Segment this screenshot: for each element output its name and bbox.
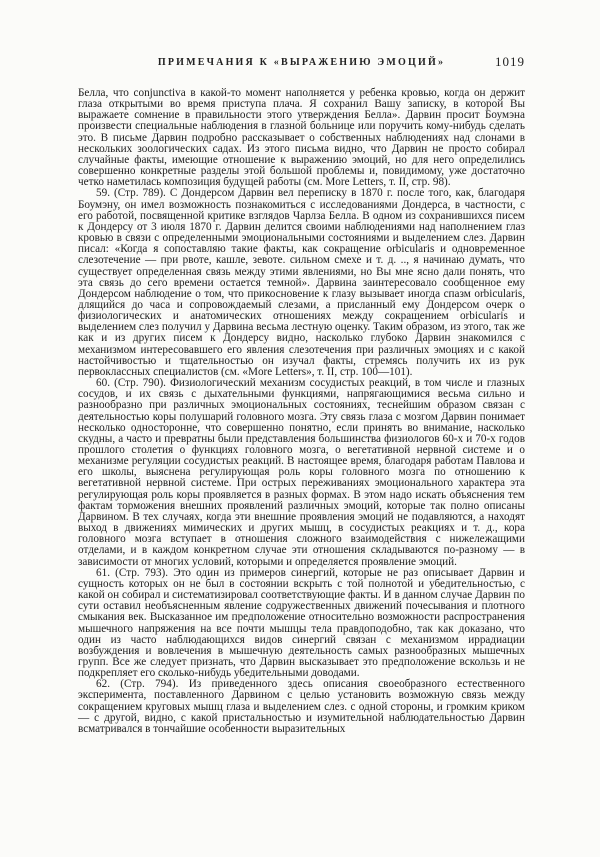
paragraph-note-61: 61. (Стр. 793). Это один из примеров синергий, которые не раз описывает Дарвин и сущность которых он не был в состоянии вскрыть с той полнотой и убедительностью, с какой он собирал и систематизировал соответствующие факты. И в данном случае Дарвин по сути оставил необъясненным явление содружественных движений почесывания и плотного смыкания век. Высказанное им предположение относительно возможности распространения мышечного напряжения на все почти мышцы тела правдоподобно, так как доказано, что один из часто наблюдающихся видов синергий связан с механизмом иррадиации возбуждения и вовлечения в мышечную деятельность самых разнообразных мышечных групп. Все же следует признать, что Дарвин высказывает это предположение вскользь и не подкрепляет его сколько-нибудь убедительными доводами. xyxy=(78,566,525,680)
paragraph-note-60: 60. (Стр. 790). Физиологический механизм сосудистых реакций, в том числе и глазных сосудов, и их связь с дыхательными функциями, напрягающимися весьма сильно и разнообразно при различных эмоциональных состояниях, теснейшим образом связан с деятельностью коры полушарий головного мозга. Эту связь глаза с мозгом Дарвин понимает несколько односторонне, что совершенно понятно, если принять во внимание, насколько скудны, а часто и превратны были представления большинства физиологов 60-х и 70-х годов прошлого столетия о функциях головного мозга, о вегетативной нервной системе и о механизме регуляции сосудистых реакций. В настоящее время, благодаря работам Павлова и его школы, выяснена регулирующая роль коры головного мозга по отношению к вегетативной нервной системе. При острых переживаниях эмоционального характера эта регулирующая роль коры проявляется в разных формах. В этом надо искать объяснения тем фактам торможения внешних проявлений различных эмоций, которые так полно описаны Дарвином. В тех случаях, когда эти внешние проявления эмоций не подавляются, а находят выход в движениях мимических и других мышц, в сосудистых реакциях и т. д., кора головного мозга вступает в отношения сложного взаимодействия с нижележащими отделами, и в каждом конкретном случае эти отношения складываются по-разному — в зависимости от многих условий, которыми и определяется проявление эмоций. xyxy=(78,377,525,568)
paragraph-continuation: Белла, что conjunctiva в какой-то момент наполняется у ребенка кровью, когда он держит глаза открытыми во время приступа плача. Я сохранил Вашу записку, в которой Вы выражаете сомнение в правильности этого утверждения Белла». Дарвин просит Боумэна произвести специальные наблюдения в глазной больнице или поручить кому-нибудь сделать это. В письме Дарвин подробно рассказывает о собственных наблюдениях над слонами в нескольких зоологических садах. Из этого письма видно, что Дарвин не просто собирал случайные факты, имеющие отношение к выражению эмоций, но для него определились совершенно конкретные разделы этой большой проблемы и, повидимому, уже достаточно четко наметилась композиция будущей работы (см. More Letters, т. II, стр. 98). xyxy=(78,87,525,189)
paragraph-note-62: 62. (Стр. 794). Из приведенного здесь описания своеобразного естественного эксперимента, поставленного Дарвином с целью установить возможную связь между сокращением круговых мышц глаза и выделением слез. с одной стороны, и громким криком — с другой, видно, с какой пристальностью и изумительной наблюдательностью Дарвин всматривался в тончайшие особенности выразительных xyxy=(78,678,525,735)
running-title: ПРИМЕЧАНИЯ К «ВЫРАЖЕНИЮ ЭМОЦИЙ» xyxy=(157,57,446,68)
text-block xyxy=(78,88,525,735)
page-header xyxy=(78,54,525,73)
page-number: 1019 xyxy=(495,54,525,69)
paragraph-note-59: 59. (Стр. 789). С Дондерсом Дарвин вел переписку в 1870 г. после того, как, благодаря Боумэну, он имел возможность познакомиться с исследованиями Дондерса, в частности, с его работой, посвященной критике взглядов Чарлза Белла. В одном из сохранившихся писем к Дондерсу от 3 июля 1870 г. Дарвин делится своими наблюдениями над наполнением глаз кровью в связи с определенными эмоциональными состояниями и выделением слез. Дарвин писал: «Когда я сопоставляю такие факты, как сокращение orbicularis и одновременное слезотечение — при рвоте, кашле, зевоте. сильном смехе и т. д. .., я начинаю думать, что существует определенная связь между этими явлениями, но Вы мне ясно дали понять, что эта связь до сего времени остается темной». Дарвина заинтересовало сообщенное ему Дондерсом наблюдение о том, что прикосновение к глазу вызывает иногда спазм orbicularis, длящийся до часа и сопровождаемый слезами, а присланный ему Дондерсом очерк о физиологических и анатомических отношениях между сокращением orbicularis и выделением слез получил у Дарвина весьма лестную оценку. Таким образом, из этого, так же как и из других писем к Дондерсу видно, насколько глубоко Дарвин знакомился с механизмом интересовавшего его явления слезотечения при различных эмоциях и с какой настойчивостью и тщательностью он изучал факты, стремясь получить их из рук первоклассных специалистов (см. «More Letters», т. II, стр. 100—101). xyxy=(78,187,525,378)
